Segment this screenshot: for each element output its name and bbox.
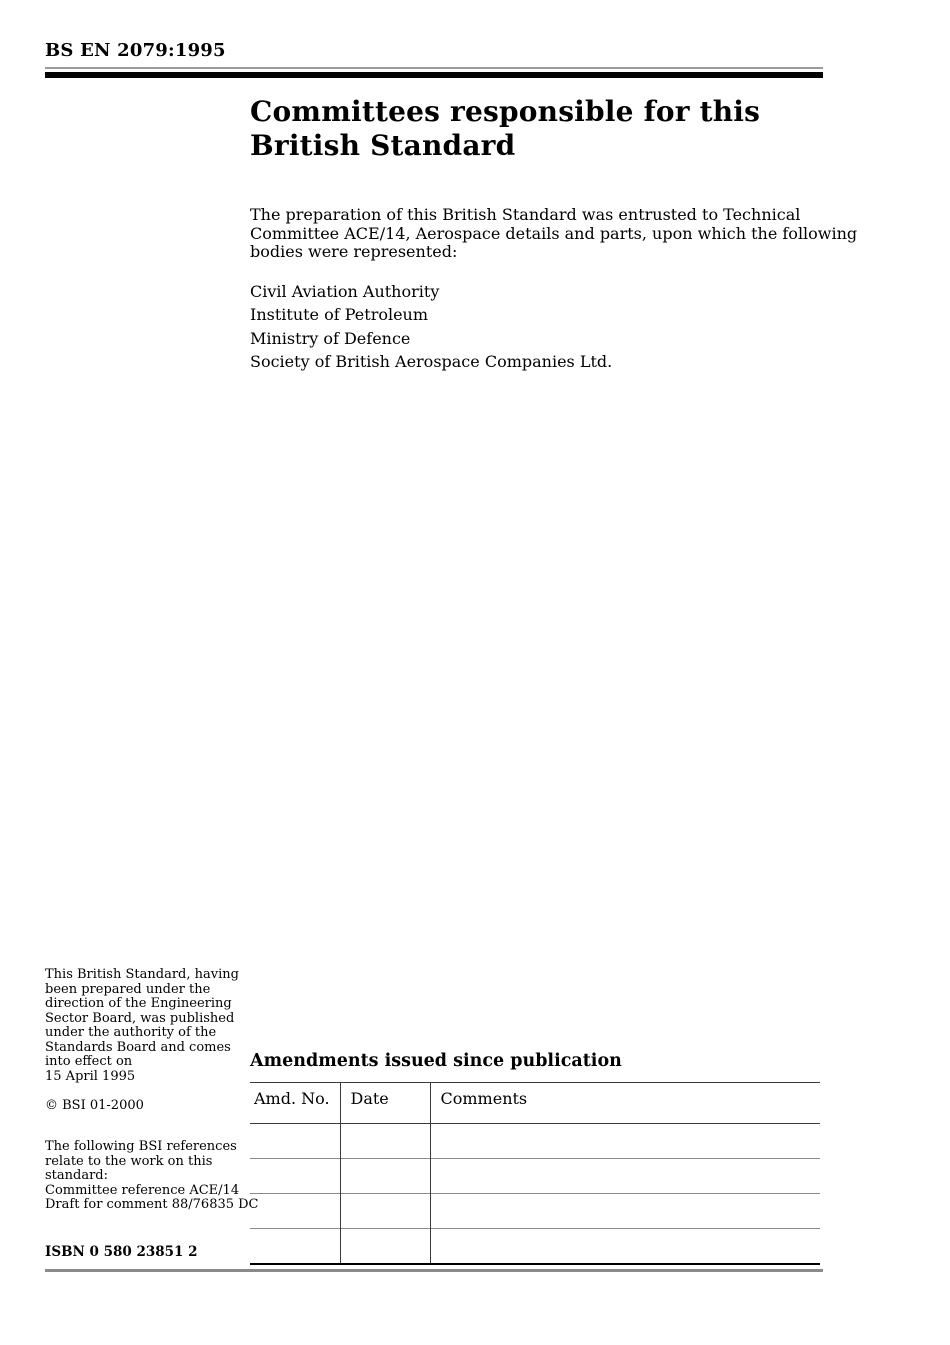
references-note-line: relate to the work on this xyxy=(45,1153,213,1169)
amendment-cell xyxy=(430,1124,820,1159)
body-item: Ministry of Defence xyxy=(250,328,411,348)
amendment-cell xyxy=(340,1124,430,1159)
bsi-references-note xyxy=(45,1139,259,1213)
draft-for-comment: Draft for comment 88/76835 DC xyxy=(45,1197,259,1212)
amendment-cell xyxy=(250,1194,340,1229)
intro-line: bodies were represented: xyxy=(250,242,458,262)
references-note-line: standard: xyxy=(45,1168,109,1183)
standard-reference: BS EN 2079:1995 xyxy=(45,40,226,61)
amendments-col-amd-no: Amd. No. xyxy=(250,1083,340,1124)
amendment-cell xyxy=(340,1229,430,1265)
committee-reference: Committee reference ACE/14 xyxy=(45,1182,240,1198)
amendment-cell xyxy=(250,1159,340,1194)
amendment-cell xyxy=(430,1229,820,1265)
amendment-cell xyxy=(430,1159,820,1194)
footer-rule xyxy=(45,1269,823,1272)
body-item: Institute of Petroleum xyxy=(250,305,429,325)
isbn: ISBN 0 580 23851 2 xyxy=(45,1244,198,1260)
amendment-cell xyxy=(340,1194,430,1229)
intro-line: The preparation of this British Standard was entrusted to Technical xyxy=(250,205,801,224)
amendments-heading: Amendments issued since publication xyxy=(250,1051,622,1071)
amendment-cell xyxy=(340,1159,430,1194)
amendment-cell xyxy=(250,1229,340,1265)
publication-note-line: under the authority of the xyxy=(45,1025,217,1040)
publication-note-line: This British Standard, having xyxy=(45,967,239,982)
amendments-table-body xyxy=(250,1124,820,1265)
intro-paragraph xyxy=(250,206,857,262)
publication-note-line: direction of the Engineering xyxy=(45,996,232,1011)
header-rule-thick xyxy=(45,72,823,78)
effective-date: 15 April 1995 xyxy=(45,1068,136,1084)
header-rule-thin xyxy=(45,67,823,69)
amendment-empty-row xyxy=(250,1159,820,1194)
amendment-empty-row xyxy=(250,1124,820,1159)
amendments-table xyxy=(250,1082,820,1265)
copyright-notice: © BSI 01-2000 xyxy=(45,1098,144,1113)
publication-note-line: been prepared under the xyxy=(45,981,211,997)
publication-note-line: Sector Board, was published xyxy=(45,1010,235,1026)
amendment-empty-row xyxy=(250,1229,820,1265)
amendments-col-date: Date xyxy=(340,1083,430,1124)
intro-line: Committee ACE/14, Aerospace details and parts, upon which the following xyxy=(250,223,858,243)
body-item: Civil Aviation Authority xyxy=(250,282,440,301)
page-title: Committees responsible for this British Standard xyxy=(250,95,761,162)
amendment-cell xyxy=(250,1124,340,1159)
references-note-line: The following BSI references xyxy=(45,1139,237,1154)
amendments-col-comments: Comments xyxy=(430,1083,820,1124)
body-item: Society of British Aerospace Companies Ltd. xyxy=(250,352,613,372)
publication-note-line: Standards Board and comes xyxy=(45,1039,231,1055)
amendment-cell xyxy=(430,1194,820,1229)
publication-note-line: into effect on xyxy=(45,1054,133,1069)
represented-bodies-list xyxy=(250,280,612,374)
amendment-empty-row xyxy=(250,1194,820,1229)
amendments-header-row xyxy=(250,1083,820,1124)
publication-note xyxy=(45,968,255,1084)
